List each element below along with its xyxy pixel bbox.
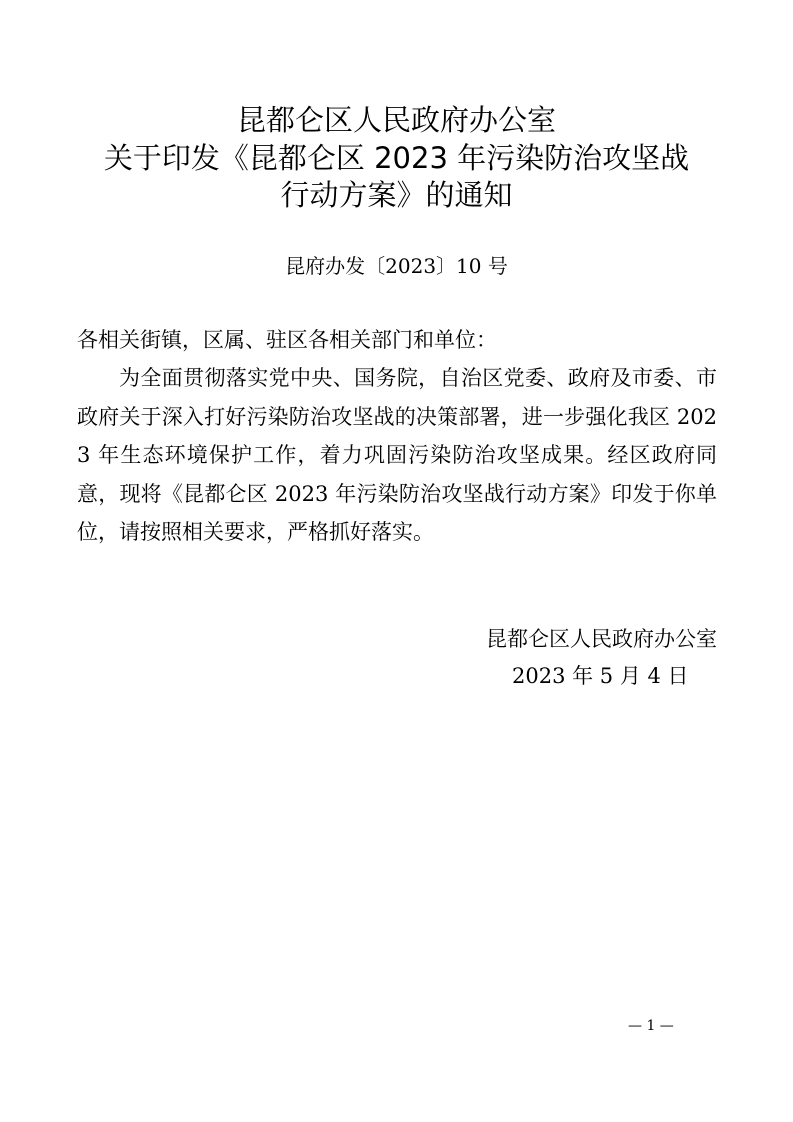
title-line-2: 关于印发《昆都仑区 2023 年污染防治攻坚战 [103,141,690,175]
addressee: 各相关街镇，区属、驻区各相关部门和单位： [77,328,497,352]
page-number: — 1 — [628,1018,674,1034]
document-number: 昆府办发〔2023〕10 号 [285,254,508,278]
signature-issuer: 昆都仑区人民政府办公室 [486,627,717,651]
title-line-1: 昆都仑区人民政府办公室 [236,103,556,137]
body-paragraph: 为全面贯彻落实党中央、国务院，自治区党委、政府及市委、市政府关于深入打好污染防治攻坚战的决策部署，进一步强化我区 2023 年生态环境保护工作，着力巩固污染防治攻坚成果。经区政府同意，现将《昆都仑区 2023 年污染防治攻坚战行动方案》印发于你单位，请按照相关要求，严格抓好落实。 [77,366,717,545]
signature-date: 2023 年 5 月 4 日 [512,664,689,688]
title-line-3: 行动方案》的通知 [280,178,513,212]
